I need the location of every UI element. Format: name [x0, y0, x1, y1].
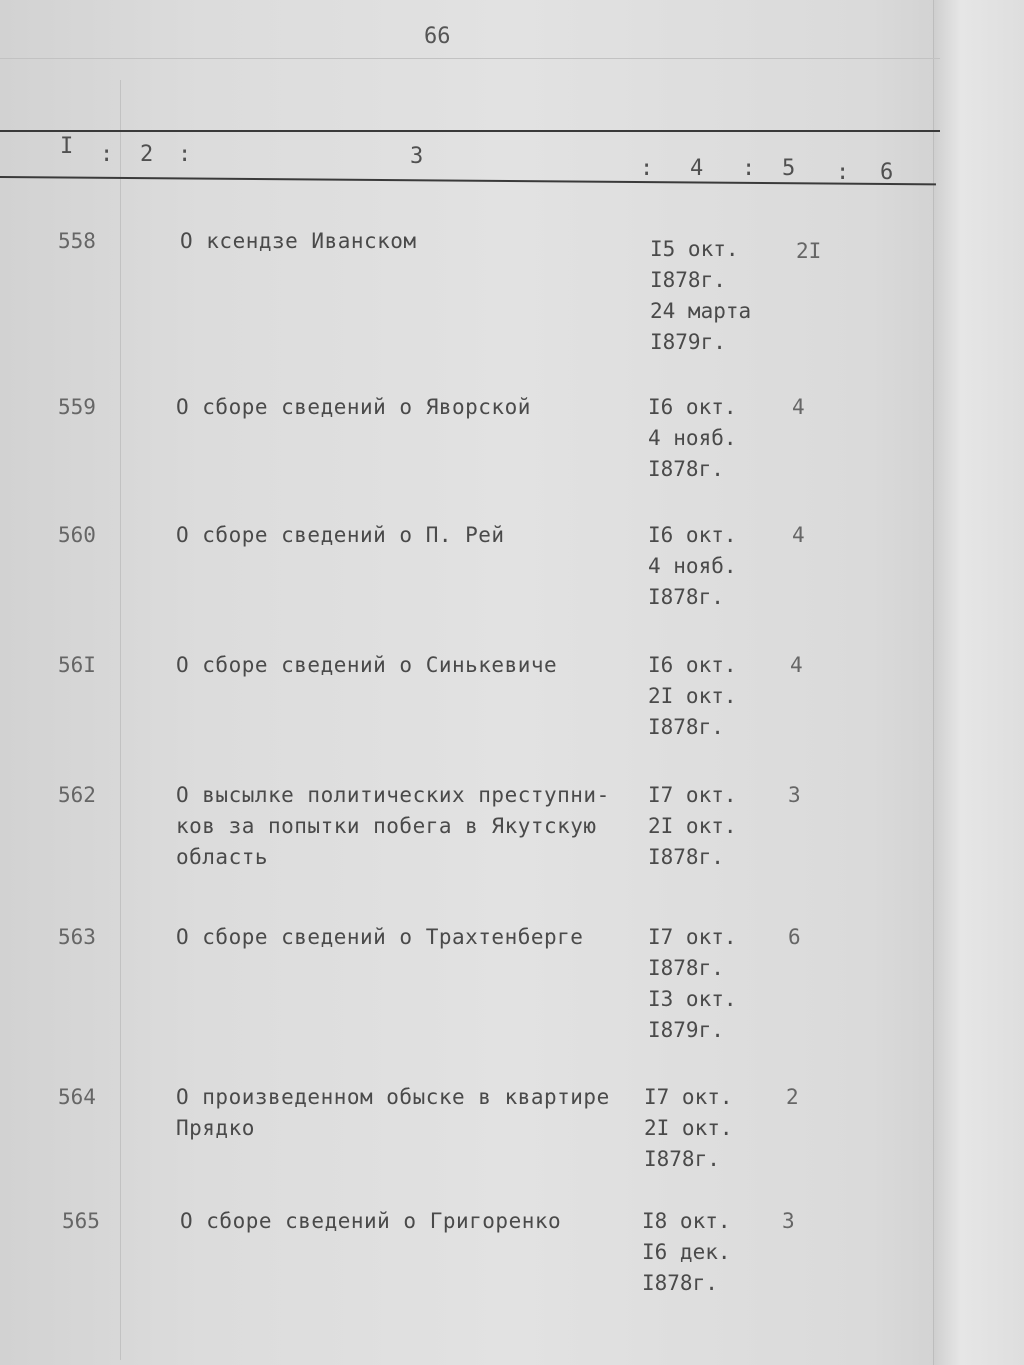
row-sheet-count: 4: [792, 395, 805, 419]
row-date: 2I окт.: [648, 684, 737, 708]
header-top-rule: [0, 130, 940, 132]
column-separator: :: [178, 142, 192, 167]
row-sheet-count: 6: [788, 925, 801, 949]
row-number: 558: [58, 229, 96, 253]
row-dates: [650, 234, 780, 358]
row-date: I7 окт.: [648, 783, 737, 807]
row-sheet-count: 2I: [796, 239, 822, 263]
column-separator: :: [640, 156, 654, 181]
row-date: 4 нояб.: [648, 554, 737, 578]
faint-column-line: [120, 80, 121, 1360]
row-date: I5 окт.: [650, 237, 739, 261]
row-dates: [648, 520, 778, 613]
row-title: О произведенном обыске в квартире Прядко: [176, 1085, 610, 1140]
row-title: О сборе сведений о Синькевиче: [176, 653, 558, 677]
row-number: 563: [58, 925, 96, 949]
row-title: О высылке политических преступни- ков за попытки побега в Якутскую область: [176, 783, 610, 869]
row-date: I879г.: [648, 1018, 724, 1042]
row-number: 564: [58, 1085, 96, 1109]
row-date: I878г.: [648, 845, 724, 869]
row-title: О ксендзе Иванском: [180, 229, 417, 253]
row-date: 24 марта: [650, 299, 752, 323]
row-title: О сборе сведений о Трахтенберге: [176, 925, 584, 949]
column-header-4: 4: [690, 156, 704, 181]
row-sheet-count: 3: [788, 783, 801, 807]
row-date: 4 нояб.: [648, 426, 737, 450]
row-date: 2I окт.: [644, 1116, 733, 1140]
column-header-1: I: [60, 134, 74, 159]
row-dates: [642, 1206, 772, 1299]
row-dates: [648, 392, 778, 485]
row-date: I6 окт.: [648, 395, 737, 419]
row-date: I8 окт.: [642, 1209, 731, 1233]
row-date: I878г.: [650, 268, 726, 292]
row-number: 562: [58, 783, 96, 807]
row-date: I878г.: [644, 1147, 720, 1171]
row-title: О сборе сведений о Григоренко: [180, 1209, 562, 1233]
row-sheet-count: 4: [792, 523, 805, 547]
row-dates: [644, 1082, 774, 1175]
column-header-row: [0, 134, 940, 185]
row-date: I6 окт.: [648, 653, 737, 677]
row-date: I7 окт.: [644, 1085, 733, 1109]
row-date: I7 окт.: [648, 925, 737, 949]
column-header-6: 6: [880, 160, 894, 185]
row-title: О сборе сведений о Яворской: [176, 395, 531, 419]
adjacent-page-edge: [933, 0, 1024, 1365]
row-sheet-count: 4: [790, 653, 803, 677]
row-date: I878г.: [648, 585, 724, 609]
row-date: I878г.: [648, 457, 724, 481]
row-sheet-count: 3: [782, 1209, 795, 1233]
row-date: I6 окт.: [648, 523, 737, 547]
row-date: I878г.: [642, 1271, 718, 1295]
row-date: I3 окт.: [648, 987, 737, 1011]
row-number: 560: [58, 523, 96, 547]
column-separator: :: [742, 156, 756, 181]
row-date: I6 дек.: [642, 1240, 731, 1264]
column-header-2: 2: [140, 142, 154, 167]
column-header-3: 3: [410, 144, 424, 169]
faint-top-line: [0, 58, 940, 59]
column-separator: :: [100, 142, 114, 167]
column-separator: :: [836, 160, 850, 185]
row-sheet-count: 2: [786, 1085, 799, 1109]
row-title: О сборе сведений о П. Рей: [176, 523, 505, 547]
row-date: I878г.: [648, 956, 724, 980]
row-number: 565: [62, 1209, 100, 1233]
row-date: I879г.: [650, 330, 726, 354]
column-header-5: 5: [782, 156, 796, 181]
row-dates: [648, 650, 778, 743]
row-number: 56I: [58, 653, 96, 677]
row-number: 559: [58, 395, 96, 419]
page-number: 66: [424, 24, 451, 49]
row-dates: [648, 780, 778, 873]
row-date: 2I окт.: [648, 814, 737, 838]
row-dates: [648, 922, 778, 1046]
row-date: I878г.: [648, 715, 724, 739]
